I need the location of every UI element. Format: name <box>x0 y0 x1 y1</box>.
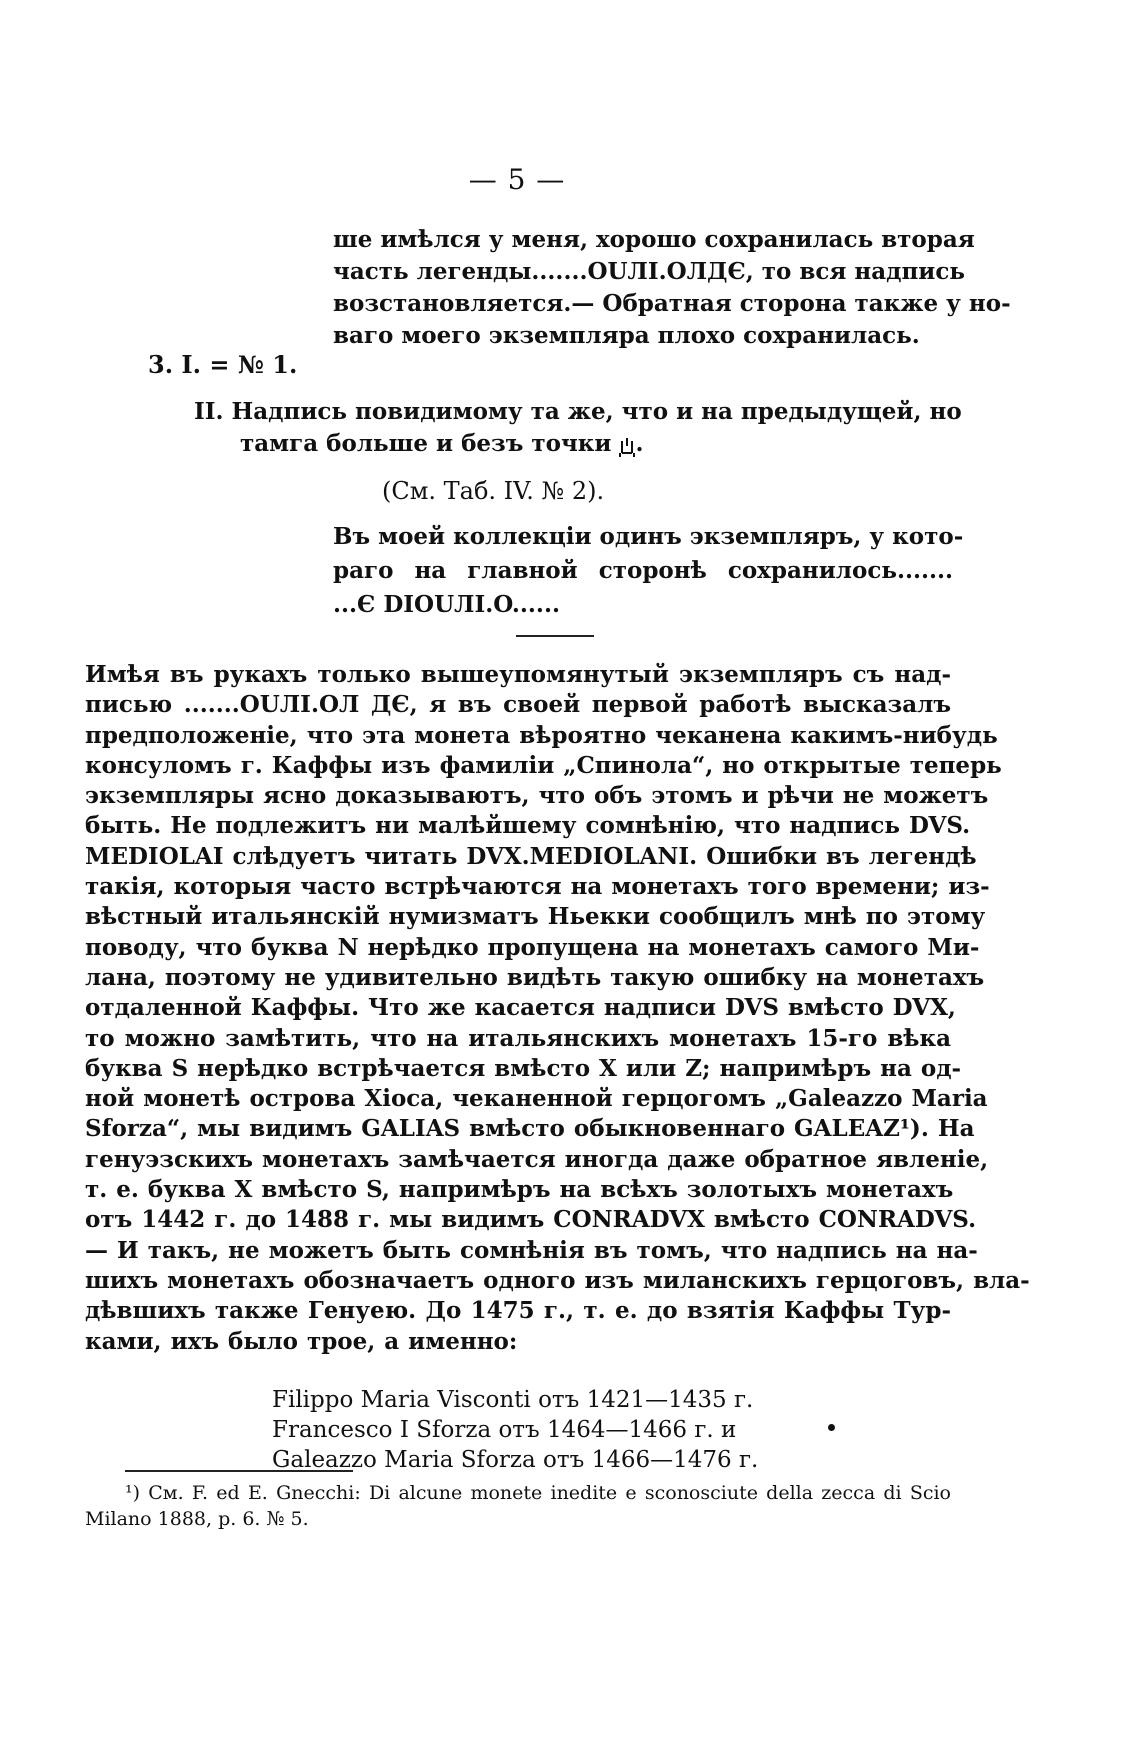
reverse-description-line: II. Надпись повидимому та же, что и на предыдущей, но <box>194 398 962 425</box>
reverse-description-line <box>240 428 644 460</box>
text-line: Имѣя въ рукахъ только вышеупомянутый экземпляръ съ над- <box>85 661 951 688</box>
main-paragraph <box>85 660 1030 1357</box>
text-line: писью .......OUЛI.OЛ ДЄ, я въ своей первой работѣ высказалъ <box>85 691 951 719</box>
reverse-description-end: . <box>635 430 644 457</box>
text-line: ше имѣлся у меня, хорошо сохранилась вторая <box>333 226 975 253</box>
margin-dot-mark <box>828 1424 835 1431</box>
footnote-line: ¹) См. F. ed E. Gnecchi: Di alcune monete inedite e sconosciute della zecca di Scio <box>125 1482 951 1504</box>
text-line: раго на главной сторонѣ сохранилось....... <box>333 557 953 584</box>
text-line: ками, ихъ было трое, а именно: <box>85 1327 518 1355</box>
text-line: быть. Не подлежитъ ни малѣйшему сомнѣнiю, что надпись DVS. <box>85 812 971 840</box>
list-item: Galeazzo Maria Sforza отъ 1466—1476 г. <box>272 1447 759 1473</box>
text-line: консуломъ г. Каффы изъ фамилiи „Спинола“, но открытые теперь <box>85 751 1002 779</box>
text-line: поводу, что буква N нерѣдко пропущена на монетахъ самого Ми- <box>85 933 980 961</box>
text-line: отдаленной Каффы. Что же касается надписи DVS вмѣсто DVX, <box>85 994 956 1022</box>
text-line: отъ 1442 г. до 1488 г. мы видимъ CONRADVX вмѣсто CONRADVS. <box>85 1206 977 1234</box>
text-line: экземпляры ясно доказываютъ, что объ этомъ и рѣчи не можетъ <box>85 782 989 810</box>
text-line: т. е. буква X вмѣсто S, напримѣръ на всѣхъ золотыхъ монетахъ <box>85 1176 954 1204</box>
text-line: предположенiе, что эта монета вѣроятно чеканена какимъ-нибудь <box>85 721 998 749</box>
text-line: такiя, которыя часто встрѣчаются на монетахъ того времени; из- <box>85 873 990 901</box>
text-line: дѣвшихъ также Генуею. До 1475 г., т. е. до взятiя Каффы Тур- <box>85 1297 951 1325</box>
text-line: генуэзскихъ монетахъ замѣчается иногда даже обратное явленiе, <box>85 1145 989 1173</box>
text-line: ной монетѣ острова Хiоса, чеканенной герцогомъ „Galeazzo Maria <box>85 1085 988 1113</box>
text-line: Sforza“, мы видимъ GALIAS вмѣсто обыкновеннаго GALEAZ¹). На <box>85 1115 975 1143</box>
text-line: ...Є DIOUЛI.O...... <box>333 591 560 618</box>
text-line: часть легенды.......OUЛI.OЛДЄ, то вся надпись <box>333 258 965 285</box>
text-line: Въ моей коллекцiи одинъ экземпляръ, у кото- <box>333 523 964 550</box>
page-number: — 5 — <box>468 163 566 196</box>
list-item: Francesco I Sforza отъ 1464—1466 г. и <box>272 1417 737 1443</box>
entry-label: 3. I. = № 1. <box>148 350 298 379</box>
text-line: шихъ монетахъ обозначаетъ одного изъ миланскихъ герцоговъ, вла- <box>85 1266 1030 1294</box>
collection-paragraph <box>333 520 964 622</box>
text-line: ваго моего экземпляра плохо сохранилась. <box>333 322 920 349</box>
dukes-list <box>272 1385 758 1475</box>
text-line: то можно замѣтить, что на итальянскихъ монетахъ 15-го вѣка <box>85 1024 951 1052</box>
continuation-paragraph <box>333 224 1011 352</box>
text-line: — И такъ, не можетъ быть сомнѣнiя въ томъ, что надпись на на- <box>85 1236 978 1264</box>
footnote <box>85 1480 951 1532</box>
section-divider <box>516 635 594 637</box>
text-line: вѣстный итальянскiй нумизматъ Ньекки сообщилъ мнѣ по этому <box>85 903 986 931</box>
text-line: возстановляется.— Обратная сторона также у но- <box>333 290 1011 317</box>
plate-reference: (См. Таб. IV. № 2). <box>382 477 605 505</box>
text-line: лана, поэтому не удивительно видѣть такую ошибку на монетахъ <box>85 963 985 991</box>
footnote-line: Milano 1888, p. 6. № 5. <box>85 1508 309 1530</box>
list-item: Filippo Maria Visconti отъ 1421—1435 г. <box>272 1387 754 1413</box>
text-line: MEDIOLAI слѣдуетъ читать DVX.MEDIOLANI. Ошибки въ легендѣ <box>85 842 977 870</box>
footnote-rule <box>125 1470 353 1472</box>
text-line: буква S нерѣдко встрѣчается вмѣсто X или Z; напримѣръ на од- <box>85 1054 962 1082</box>
tamga-symbol-icon <box>619 437 635 457</box>
reverse-description-text: тамга больше и безъ точки <box>240 430 612 457</box>
